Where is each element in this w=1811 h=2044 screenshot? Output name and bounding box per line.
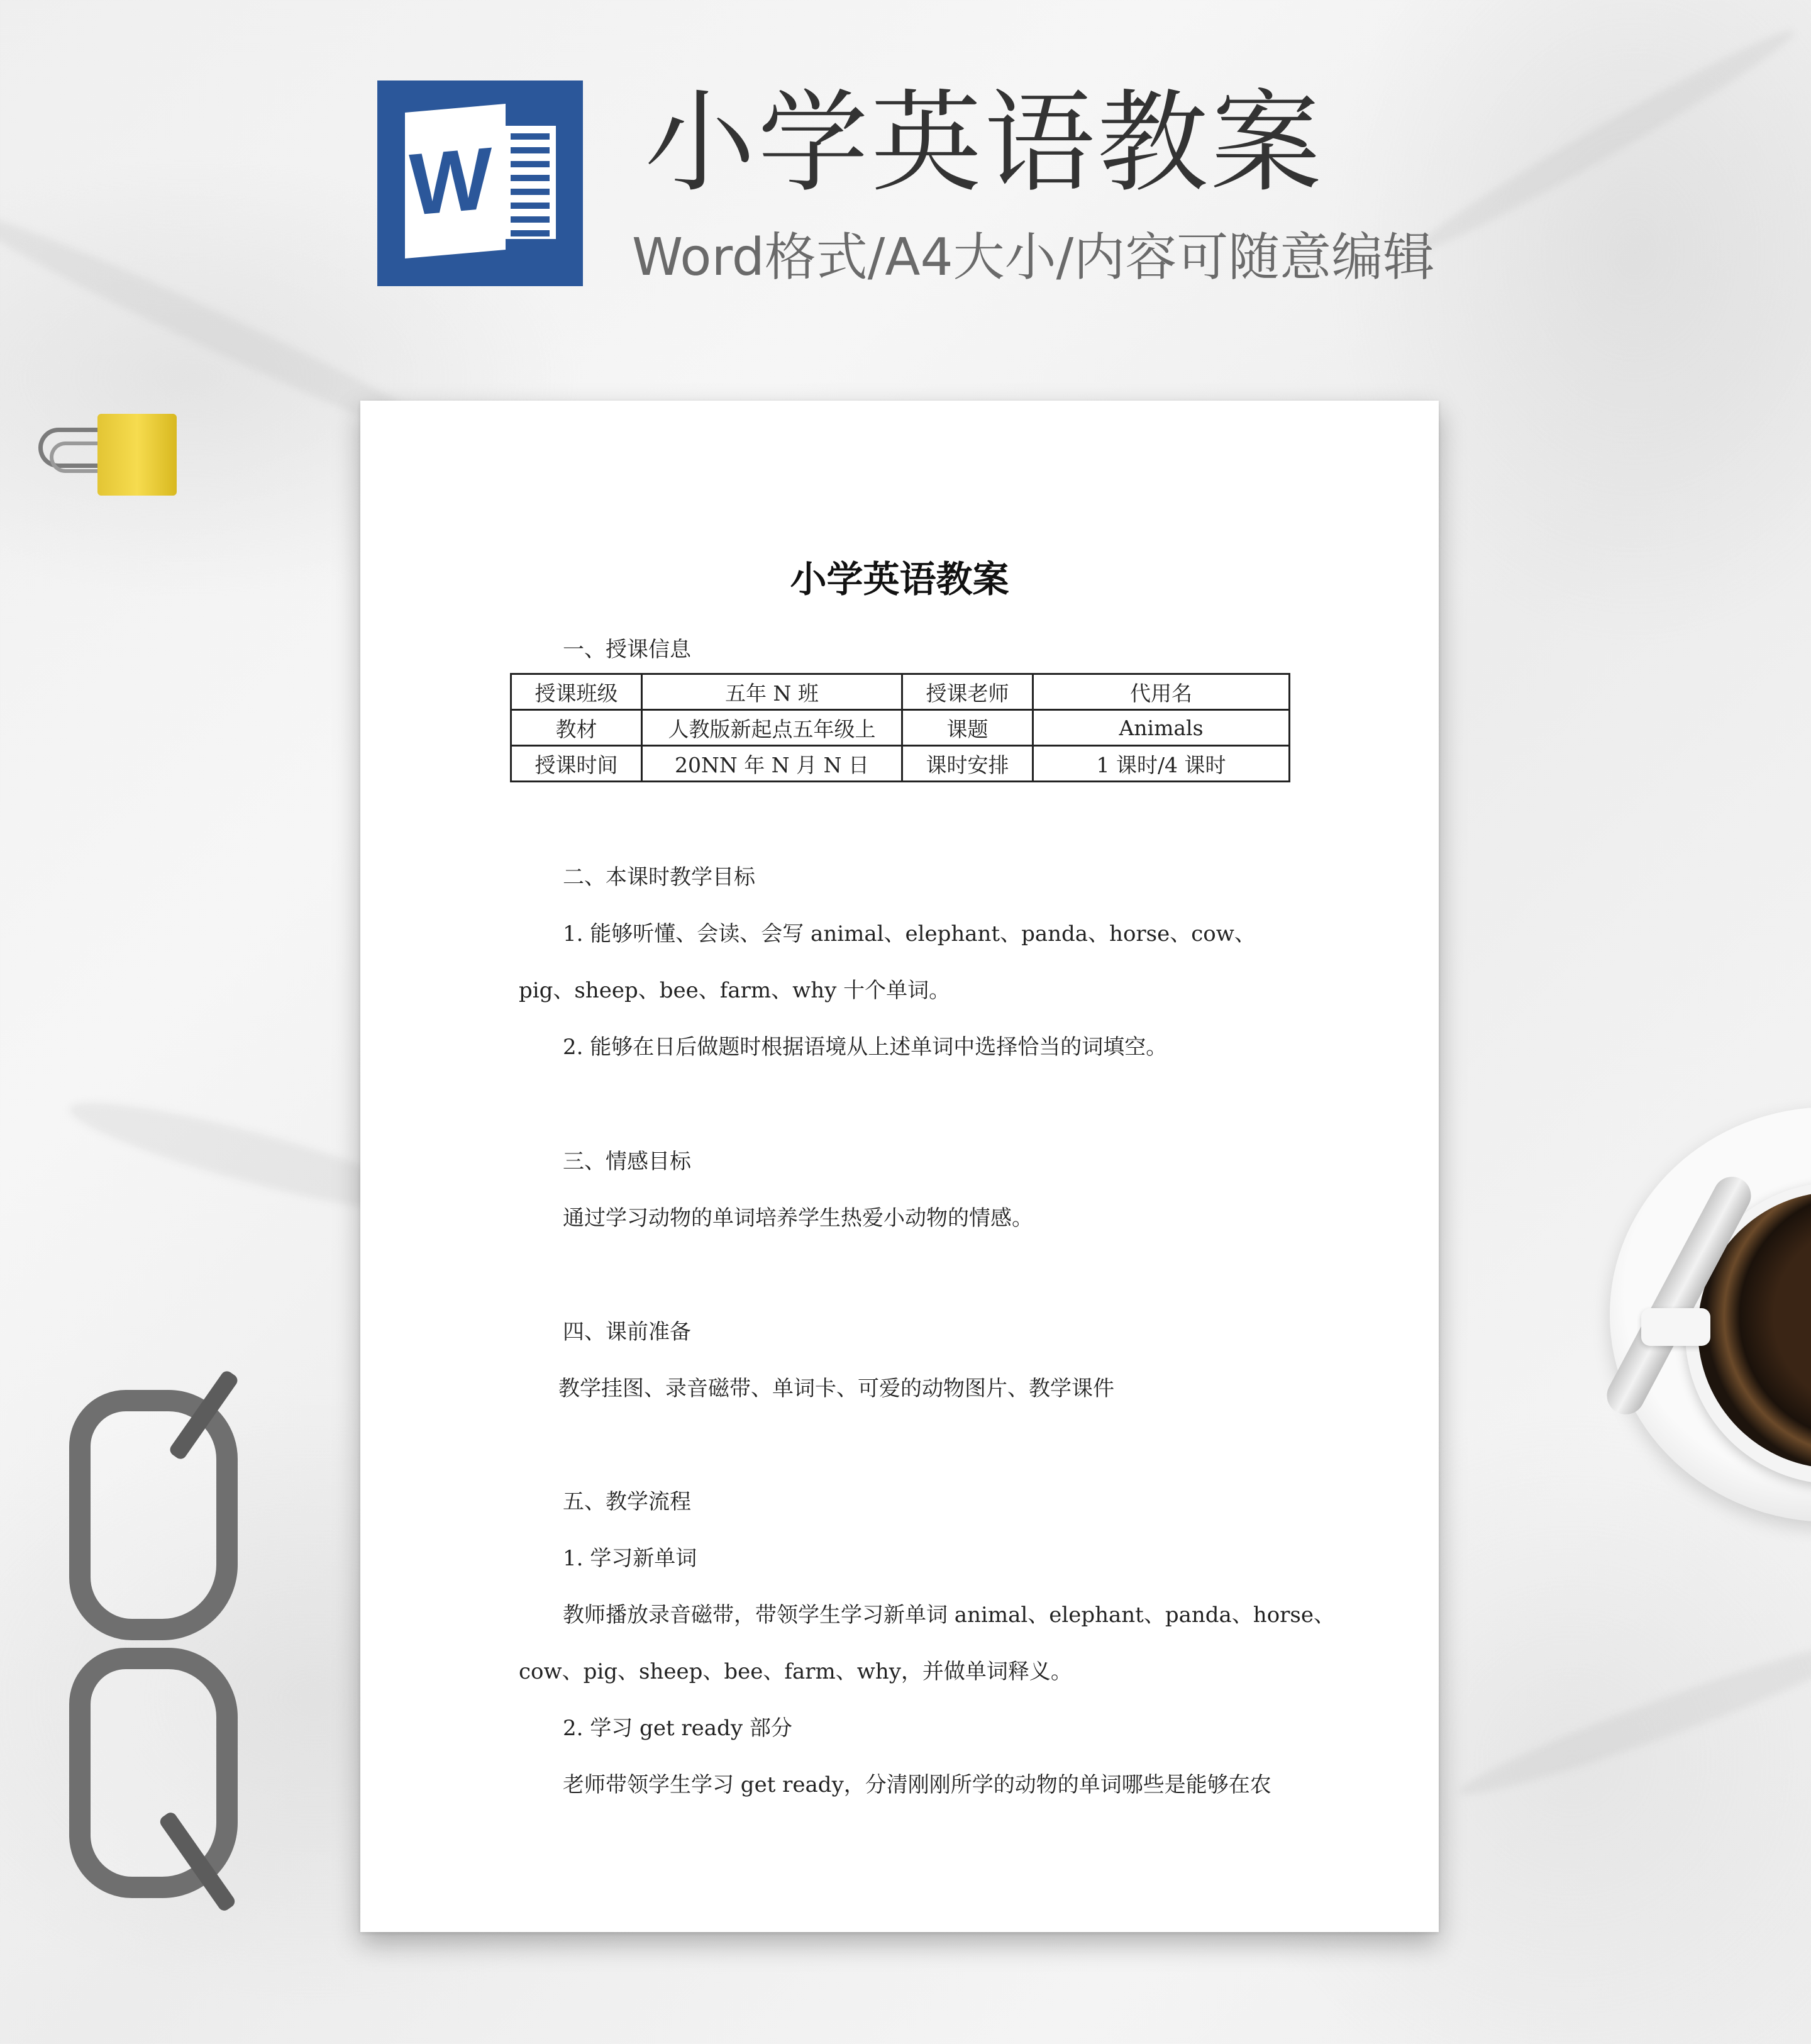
- section-heading: 三、情感目标: [563, 1149, 691, 1174]
- table-row: [511, 746, 1290, 782]
- word-logo-lines: [504, 126, 556, 239]
- paragraph-line: cow、pig、sheep、bee、farm、why，并做单词释义。: [519, 1659, 1072, 1684]
- section-heading: 四、课前准备: [563, 1319, 691, 1345]
- table-cell: 授课班级: [511, 674, 642, 710]
- document-page: [360, 401, 1439, 1932]
- paragraph-line: 2. 能够在日后做题时根据语境从上述单词中选择恰当的词填空。: [563, 1035, 1168, 1060]
- glasses-lens-bottom: [69, 1648, 238, 1898]
- paragraph-line: 通过学习动物的单词培养学生热爱小动物的情感。: [563, 1206, 1033, 1231]
- table-cell: 20NN 年 N 月 N 日: [642, 746, 902, 782]
- table-cell: 授课老师: [902, 674, 1033, 710]
- word-logo-letter: W: [409, 128, 492, 235]
- table-cell: Animals: [1033, 710, 1290, 746]
- cup-handle-icon: [1641, 1308, 1710, 1346]
- paragraph-line: 2. 学习 get ready 部分: [563, 1716, 792, 1741]
- table-cell: 课题: [902, 710, 1033, 746]
- word-logo-icon: [377, 81, 583, 286]
- binder-clip-icon: [35, 409, 148, 497]
- paragraph-line: 1. 学习新单词: [563, 1546, 697, 1571]
- table-row: [511, 674, 1290, 710]
- page-subtitle: Word格式/A4大小/内容可随意编辑: [632, 228, 1435, 287]
- glasses-lens-top: [69, 1390, 238, 1640]
- table-cell: 人教版新起点五年级上: [642, 710, 902, 746]
- table-cell: 课时安排: [902, 746, 1033, 782]
- page-title: 小学英语教案: [645, 79, 1324, 208]
- paragraph-line: 1. 能够听懂、会读、会写 animal、elephant、panda、horse、cow、: [563, 921, 1256, 947]
- table-cell: 代用名: [1033, 674, 1290, 710]
- marble-vein: [1453, 1624, 1811, 1810]
- table-cell: 教材: [511, 710, 642, 746]
- section-heading: 二、本课时教学目标: [563, 865, 755, 890]
- section-heading: 五、教学流程: [563, 1489, 691, 1514]
- document-title: 小学英语教案: [790, 558, 1009, 601]
- paragraph-line: 教学挂图、录音磁带、单词卡、可爱的动物图片、教学课件: [558, 1376, 1114, 1401]
- paragraph-line: pig、sheep、bee、farm、why 十个单词。: [519, 978, 951, 1003]
- clip-body: [97, 414, 177, 496]
- section-heading: 一、授课信息: [563, 637, 691, 662]
- table-cell: 五年 N 班: [642, 674, 902, 710]
- table-cell: 授课时间: [511, 746, 642, 782]
- paragraph-line: 教师播放录音磁带，带领学生学习新单词 animal、elephant、panda、horse、: [563, 1602, 1335, 1628]
- word-logo-sheet: [405, 104, 506, 258]
- paragraph-line: 老师带领学生学习 get ready，分清刚刚所学的动物的单词哪些是能够在农: [563, 1772, 1271, 1797]
- info-table: [510, 673, 1290, 782]
- marble-vein: [1405, 18, 1802, 265]
- table-row: [511, 710, 1290, 746]
- glasses-icon: [69, 1365, 233, 1899]
- table-cell: 1 课时/4 课时: [1033, 746, 1290, 782]
